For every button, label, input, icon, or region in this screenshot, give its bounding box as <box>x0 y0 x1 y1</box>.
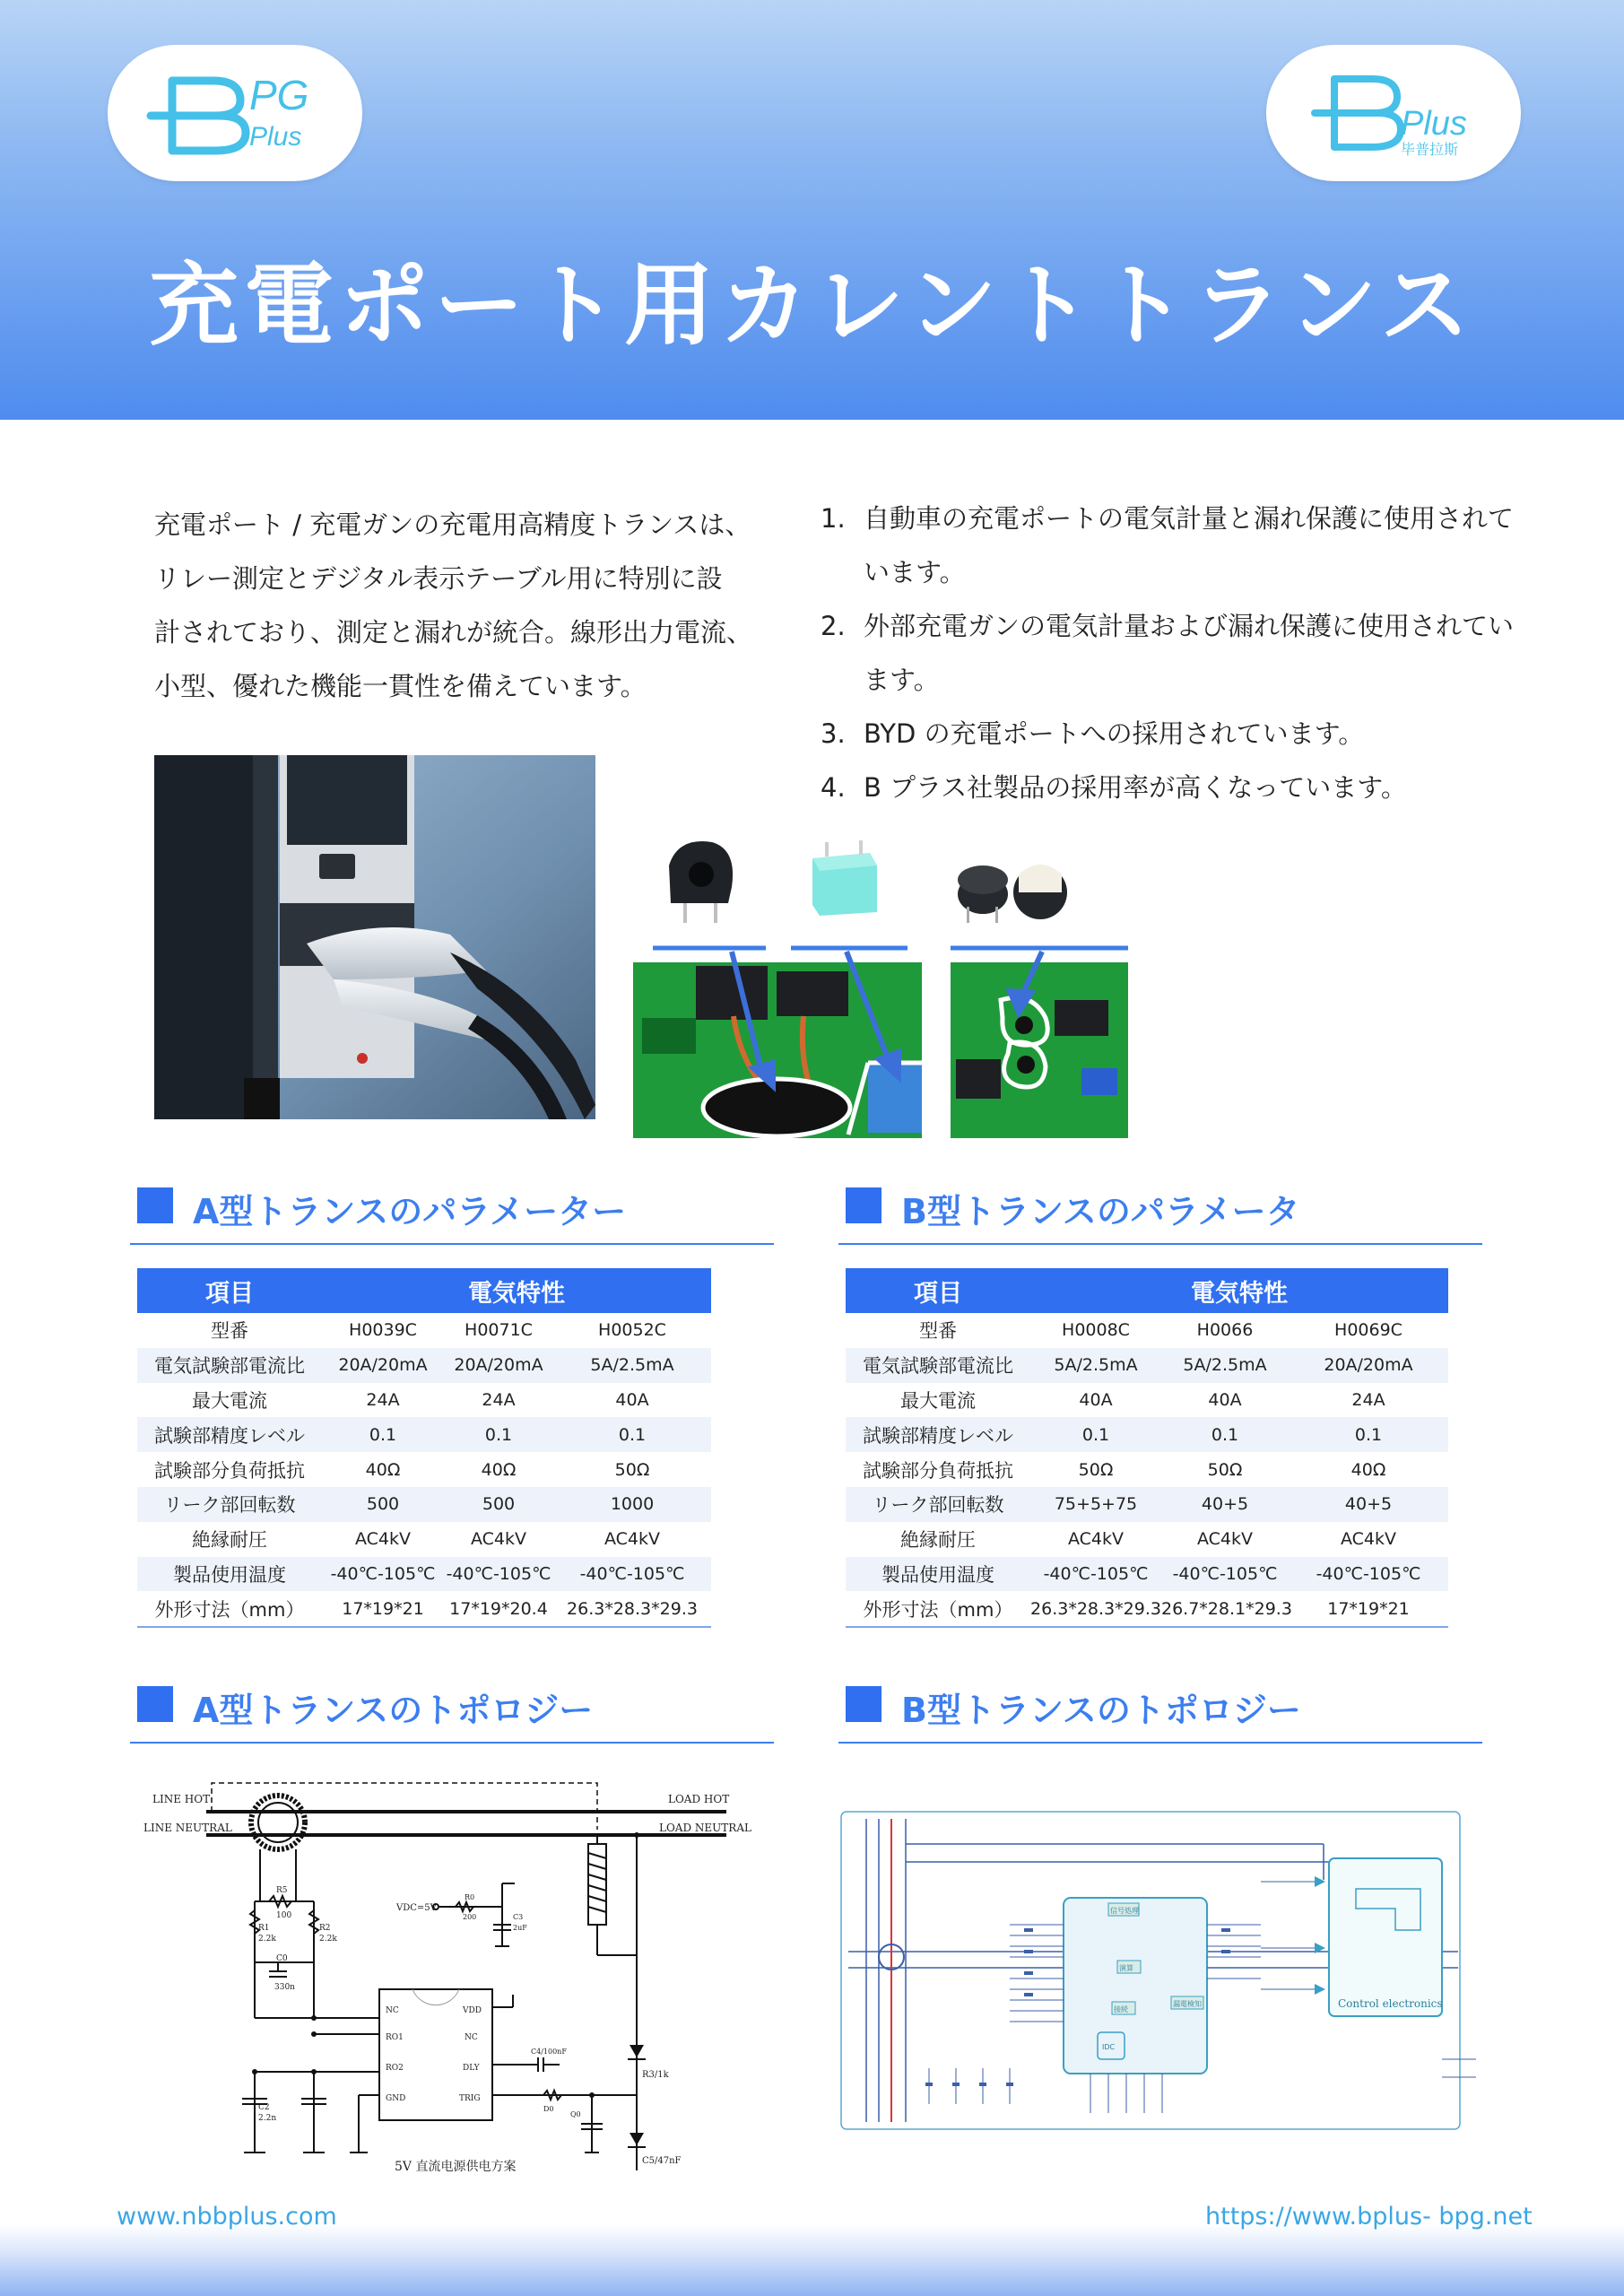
topology-a-caption: 5V 直流电源供电方案 <box>395 2160 517 2174</box>
table-row <box>846 1383 1448 1418</box>
table-row <box>137 1452 711 1487</box>
cell: -40℃-105℃ <box>553 1557 711 1592</box>
section-title-text: B型トランスのパラメータ <box>901 1192 1300 1231</box>
row-label: 絶縁耐圧 <box>900 1529 976 1552</box>
table-row <box>137 1383 711 1418</box>
label-c0-val: 330n <box>274 1983 295 1992</box>
cell: H0008C <box>1062 1320 1130 1341</box>
ct-pair <box>958 865 1067 923</box>
cell: AC4kV <box>1340 1529 1397 1550</box>
section-title-text: A型トランスのパラメーター <box>193 1192 627 1231</box>
pin-dly: DLY <box>463 2064 480 2073</box>
cell: 40+5 <box>1289 1487 1448 1522</box>
block-connect: 接続 <box>1114 2005 1128 2013</box>
cell: 0.1 <box>1289 1417 1448 1452</box>
cell: 40Ω <box>1350 1459 1386 1480</box>
cell: 26.3*28.3*29.3 <box>1030 1591 1161 1627</box>
feature-item <box>821 491 1520 599</box>
logo-right-line1: Plus <box>1401 105 1467 143</box>
intro-line: 小型、優れた機能一貫性を備えています。 <box>154 671 647 701</box>
footer-band <box>0 2224 1624 2296</box>
label-d0: R3/1k <box>642 2070 669 2080</box>
cell: 0.1 <box>1030 1417 1161 1452</box>
cell: 24A <box>1351 1389 1385 1410</box>
feature-number: 1. <box>821 503 846 534</box>
cell: 5A/2.5mA <box>553 1348 711 1383</box>
row-label: 最大電流 <box>192 1389 267 1412</box>
cell: 40A <box>1079 1389 1113 1410</box>
cell: 17*19*21 <box>1289 1591 1448 1627</box>
label-load-hot: LOAD HOT <box>668 1793 730 1805</box>
label-c3: C3 <box>513 1913 524 1921</box>
table-row <box>846 1487 1448 1522</box>
table-row <box>137 1591 711 1627</box>
cell: 17*19*20.4 <box>444 1591 553 1627</box>
label-c3-val: 2uF <box>513 1924 527 1932</box>
label-c4: C4/100nF <box>531 2048 567 2056</box>
intro-line: リレー測定とデジタル表示テーブル用に特別に設 <box>154 563 723 594</box>
pin-trig: TRIG <box>459 2094 481 2103</box>
cell: 500 <box>322 1487 444 1522</box>
feature-number: 3. <box>821 718 846 749</box>
label-r0: R0 <box>465 1893 475 1901</box>
pin-nc-left: NC <box>386 2006 399 2015</box>
feature-number: 4. <box>821 772 846 803</box>
cell: 17*19*21 <box>322 1591 444 1627</box>
cell: 0.1 <box>553 1417 711 1452</box>
section-divider <box>838 1742 1482 1744</box>
cell: AC4kV <box>1067 1529 1125 1550</box>
label-r5: R5 <box>276 1886 288 1895</box>
cell: -40℃-105℃ <box>322 1557 444 1592</box>
table-row <box>137 1487 711 1522</box>
block-signal: 信号処理 <box>1110 1907 1139 1915</box>
cell: 24A <box>482 1389 516 1410</box>
row-label: 絶縁耐圧 <box>192 1529 267 1552</box>
section-marker <box>846 1686 881 1722</box>
label-q0: C5/47nF <box>642 2156 682 2166</box>
row-label: 製品使用温度 <box>137 1557 322 1592</box>
cell: AC4kV <box>470 1529 527 1550</box>
table-row <box>846 1591 1448 1627</box>
intro-line: 計されており、測定と漏れが統合。線形出力電流、 <box>154 617 753 648</box>
feature-item <box>821 599 1520 707</box>
intro-line: 充電ポート / 充電ガンの充電用高精度トランスは、 <box>154 509 751 540</box>
cell: 20A/20mA <box>1289 1348 1448 1383</box>
label-line-neutral: LINE NEUTRAL <box>143 1822 232 1834</box>
cell: -40℃-105℃ <box>1030 1557 1161 1592</box>
row-label: 外形寸法（mm） <box>846 1591 1030 1627</box>
label-r1: R1 <box>258 1924 270 1933</box>
feature-number: 2. <box>821 611 846 641</box>
label-vdc5: VDC=5V <box>396 1903 437 1913</box>
table-row <box>137 1522 711 1557</box>
row-label: 試験部分負荷抵抗 <box>154 1459 305 1482</box>
cell: AC4kV <box>604 1529 661 1550</box>
feature-text: 外部充電ガンの電気計量および漏れ保護に使用されています。 <box>864 611 1515 695</box>
cell: H0039C <box>349 1320 417 1341</box>
footer-link-right[interactable]: https://www.bplus- bpg.net <box>1205 2203 1533 2231</box>
table-row <box>137 1417 711 1452</box>
table-header-row <box>137 1268 711 1313</box>
footer-link-left[interactable]: www.nbbplus.com <box>117 2203 337 2231</box>
label-r2-val: 2.2k <box>319 1935 337 1944</box>
block-idc: IDC <box>1102 2043 1116 2051</box>
cell: 20A/20mA <box>444 1348 553 1383</box>
label-load-neutral: LOAD NEUTRAL <box>659 1822 751 1834</box>
cell: 26.7*28.1*29.3 <box>1161 1591 1289 1627</box>
bplus-logo <box>1266 45 1521 181</box>
pin-ro1: RO1 <box>386 2033 404 2042</box>
cell: 1000 <box>553 1487 711 1522</box>
table-row <box>846 1452 1448 1487</box>
intro-paragraph <box>154 498 791 713</box>
label-c1: C2 <box>258 2103 270 2112</box>
label-c0: C0 <box>276 1954 288 1963</box>
cell: 40A <box>1208 1389 1242 1410</box>
cell: 40A <box>615 1389 649 1410</box>
label-c5: Q0 <box>570 2110 581 2118</box>
label-r0-val: 200 <box>463 1913 477 1921</box>
cell: 75+5+75 <box>1030 1487 1161 1522</box>
cell: H0052C <box>598 1320 666 1341</box>
row-label: リーク部回転数 <box>846 1487 1030 1522</box>
row-label: 試験部分負荷抵抗 <box>863 1459 1013 1482</box>
cell: H0066 <box>1196 1320 1254 1341</box>
row-label: リーク部回転数 <box>137 1487 322 1522</box>
header-item: 項目 <box>137 1268 322 1313</box>
cell: 26.3*28.3*29.3 <box>553 1591 711 1627</box>
block-calc: 演算 <box>1119 1964 1133 1972</box>
row-label: 外形寸法（mm） <box>137 1591 322 1627</box>
label-r3: D0 <box>543 2105 554 2113</box>
logo-left-line1: PG <box>249 72 309 118</box>
header-spec: 電気特性 <box>322 1268 711 1313</box>
cell: 5A/2.5mA <box>1030 1348 1161 1383</box>
pin-vdd: VDD <box>463 2006 482 2015</box>
cell: -40℃-105℃ <box>1289 1557 1448 1592</box>
cell: -40℃-105℃ <box>1161 1557 1289 1592</box>
transformer-component-photos <box>633 839 1135 1144</box>
table-row <box>137 1313 711 1348</box>
feature-text: BYD の充電ポートへの採用されています。 <box>864 718 1365 749</box>
label-r5-val: 100 <box>276 1911 292 1920</box>
feature-item <box>821 761 1520 814</box>
pin-ro2: RO2 <box>386 2064 404 2073</box>
cell: AC4kV <box>354 1529 412 1550</box>
cell: 0.1 <box>444 1417 553 1452</box>
ct-teal-cube <box>812 840 877 916</box>
section-divider <box>838 1243 1482 1245</box>
header-item: 項目 <box>846 1268 1030 1313</box>
row-label: 電気試験部電流比 <box>137 1348 322 1383</box>
row-label: 最大電流 <box>900 1389 976 1412</box>
cell: H0069C <box>1334 1320 1403 1341</box>
cell: 0.1 <box>322 1417 444 1452</box>
cell: 0.1 <box>1161 1417 1289 1452</box>
cell: 50Ω <box>1078 1459 1114 1480</box>
cell: 5A/2.5mA <box>1161 1348 1289 1383</box>
cell: 40Ω <box>481 1459 517 1480</box>
table-row <box>137 1557 711 1592</box>
section-marker <box>137 1187 173 1223</box>
bpg-plus-logo <box>108 45 362 181</box>
label-c1-val: 2.2n <box>258 2114 277 2123</box>
pin-gnd: GND <box>386 2094 406 2103</box>
label-r2: R2 <box>319 1924 331 1933</box>
table-row <box>846 1313 1448 1348</box>
logo-left-line2: Plus <box>249 122 302 152</box>
cell: H0071C <box>465 1320 533 1341</box>
control-electronics-label: Control electronics <box>1338 1997 1443 2010</box>
section-title-text: A型トランスのトポロジー <box>193 1691 594 1730</box>
row-label: 製品使用温度 <box>846 1557 1030 1592</box>
table-a-params <box>137 1268 711 1628</box>
charging-station-photo <box>154 755 595 1119</box>
pin-nc-right: NC <box>465 2033 478 2042</box>
label-line-hot: LINE HOT <box>152 1793 211 1805</box>
row-label: 試験部精度レベル <box>846 1417 1030 1452</box>
label-r1-val: 2.2k <box>258 1935 276 1944</box>
row-label: 型番 <box>211 1320 248 1343</box>
header-banner <box>0 0 1624 420</box>
section-divider <box>130 1742 774 1744</box>
feature-item <box>821 707 1520 761</box>
table-b-params <box>846 1268 1448 1628</box>
table-row <box>846 1348 1448 1383</box>
topology-a-circuit <box>143 1776 751 2179</box>
cell: 500 <box>444 1487 553 1522</box>
row-label: 電気試験部電流比 <box>846 1348 1030 1383</box>
cell: 50Ω <box>614 1459 650 1480</box>
section-marker <box>846 1187 881 1223</box>
feature-text: B プラス社製品の採用率が高くなっています。 <box>864 772 1407 803</box>
header-spec: 電気特性 <box>1030 1268 1448 1313</box>
topology-b-circuit <box>839 1808 1485 2138</box>
table-row <box>846 1417 1448 1452</box>
table-row <box>846 1557 1448 1592</box>
table-row <box>846 1522 1448 1557</box>
cell: 24A <box>366 1389 400 1410</box>
table-row <box>137 1348 711 1383</box>
cell: AC4kV <box>1196 1529 1254 1550</box>
cell: 40+5 <box>1161 1487 1289 1522</box>
ct-black-round <box>669 841 733 923</box>
logo-right-line2: 毕普拉斯 <box>1401 141 1459 158</box>
block-leak: 漏電検知 <box>1173 2000 1202 2008</box>
cell: -40℃-105℃ <box>444 1557 553 1592</box>
row-label: 試験部精度レベル <box>137 1417 322 1452</box>
cell: 50Ω <box>1207 1459 1243 1480</box>
cell: 40Ω <box>365 1459 401 1480</box>
section-title-text: B型トランスのトポロジー <box>901 1691 1301 1730</box>
page-title: 充電ポート用カレントトランス <box>149 253 1475 358</box>
table-header-row <box>846 1268 1448 1313</box>
row-label: 型番 <box>919 1320 957 1343</box>
section-divider <box>130 1243 774 1245</box>
feature-text: 自動車の充電ポートの電気計量と漏れ保護に使用されています。 <box>864 503 1515 587</box>
feature-list <box>821 491 1520 814</box>
section-marker <box>137 1686 173 1722</box>
cell: 20A/20mA <box>322 1348 444 1383</box>
